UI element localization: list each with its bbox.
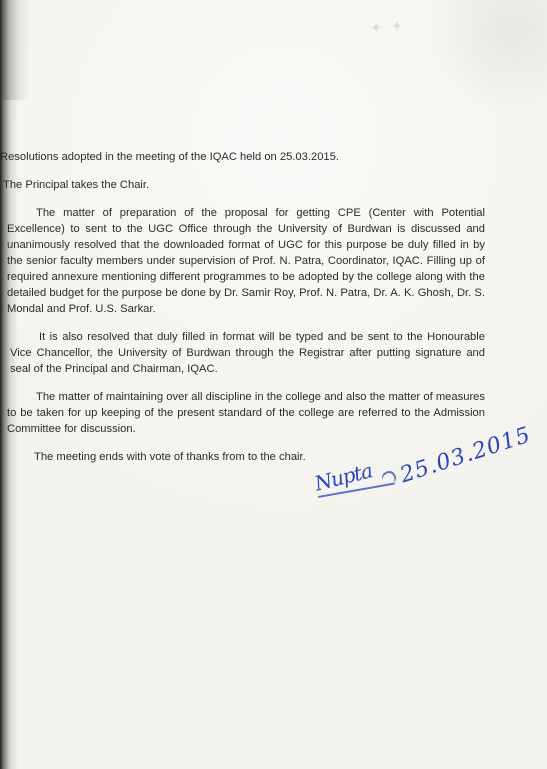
resolution-paragraph-2: It is also resolved that duly filled in format will be typed and be sent to the Honourable Vice Chancellor, the University of Burdwan through the Registrar after putting signature and seal of the Principal and Chairman, IQAC.	[10, 331, 485, 375]
faint-stamp-mark: ✦ ✦	[369, 17, 406, 38]
resolution-text-block	[0, 149, 486, 465]
resolution-paragraph-1: The matter of preparation of the proposal for getting CPE (Center with Potential Excellence) to sent to the UGC Office through the University of Burdwan is discussed and unanimously resolved that the downloaded format of UGC for this purpose be duly filled in by the senior faculty members under supervision of Prof. N. Patra, Coordinator, IQAC. Filling up of required annexure mentioning different programmes to be adopted by the college along with the detailed budget for the purpose be done by Dr. Samir Roy, Prof. N. Patra, Dr. A. K. Ghosh, Dr. S. Mondal and Prof. U.S. Sarkar.	[7, 207, 485, 315]
resolution-paragraph-3: The matter of maintaining over all discipline in the college and also the matter of measures to be taken for up keeping of the present standard of the college are referred to the Admission Committee for discussion.	[7, 391, 485, 435]
signature-date: 25.03.2015	[397, 422, 535, 489]
signature-scrawl: Nupta	[312, 458, 375, 496]
signature-block	[312, 422, 535, 518]
chair-statement: The Principal takes the Chair.	[3, 179, 150, 191]
resolution-heading: Resolutions adopted in the meeting of the IQAC held on 25.03.2015.	[0, 151, 339, 163]
meeting-closing-line: The meeting ends with vote of thanks from to the chair.	[34, 451, 306, 463]
scan-shadow	[432, 0, 547, 120]
binding-shadow	[0, 0, 30, 100]
